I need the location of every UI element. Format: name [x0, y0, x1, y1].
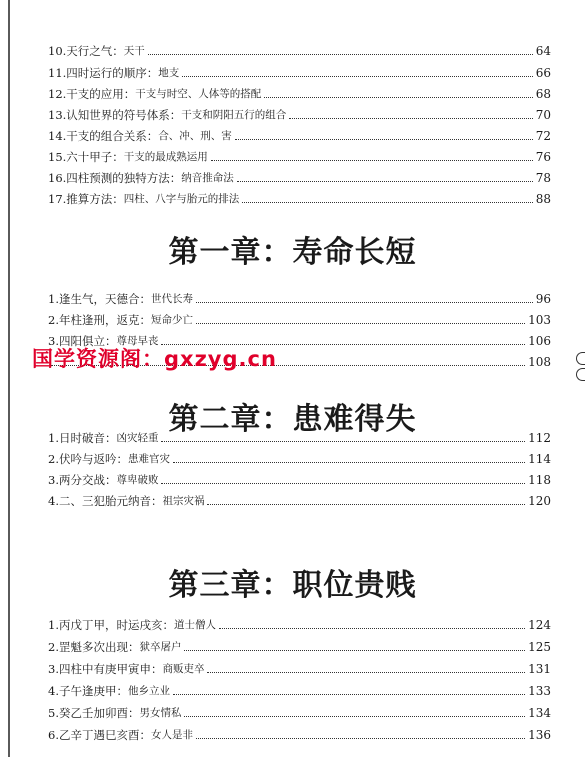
- toc-entry-label: 4.二、三犯胎元纳音：: [48, 494, 163, 508]
- page-binding-edge: [8, 0, 10, 757]
- toc-entry-subtitle: 凶灾轻重: [116, 432, 159, 444]
- toc-entry-page: 120: [528, 494, 551, 508]
- toc-entry[interactable]: [48, 144, 551, 164]
- toc-entry-subtitle: 祖宗灾祸: [162, 495, 205, 507]
- toc-entry-page: 78: [535, 171, 551, 185]
- toc-entry-page: 118: [528, 473, 551, 487]
- toc-entry-subtitle: 干支和阴阳五行的组合: [181, 109, 287, 121]
- toc-entry[interactable]: [48, 446, 551, 466]
- toc-entry-subtitle: 尊母早丧: [116, 335, 159, 347]
- toc-entry[interactable]: [48, 488, 551, 508]
- toc-entry-subtitle: 四柱、八字与胎元的排法: [123, 193, 240, 205]
- leader-dots: [289, 117, 532, 119]
- toc-entry-label: 10.天行之气：: [48, 44, 124, 58]
- chapter-title: 第一章：寿命长短: [168, 235, 417, 270]
- leader-dots: [148, 53, 533, 55]
- toc-entry-page: 88: [535, 192, 551, 206]
- toc-entry-label: 12.干支的应用：: [48, 87, 136, 101]
- leader-dots: [219, 627, 525, 629]
- toc-entry[interactable]: [48, 60, 551, 80]
- leader-dots: [196, 322, 525, 324]
- toc-entry-page: 106: [528, 334, 551, 348]
- leader-dots: [173, 461, 525, 463]
- toc-entry[interactable]: [48, 102, 551, 122]
- toc-entry-page: 114: [528, 452, 551, 466]
- toc-entry-subtitle: 地支: [158, 67, 180, 79]
- toc-entry-label: 16.四柱预测的独特方法：: [48, 171, 182, 185]
- toc-entry[interactable]: [48, 634, 551, 654]
- toc-entry-label: 17.推算方法：: [48, 192, 124, 206]
- toc-entry-label: 1.逢生气，天德合：: [48, 292, 151, 306]
- toc-entry-page: 108: [528, 355, 551, 369]
- toc-entry-page: 64: [535, 44, 551, 58]
- toc-entry-subtitle: 干支与时空、人体等的搭配: [135, 88, 262, 100]
- toc-entry-subtitle: 狱卒屠户: [139, 641, 182, 653]
- toc-entry[interactable]: [48, 123, 551, 143]
- leader-dots: [196, 737, 525, 739]
- toc-entry[interactable]: [48, 678, 551, 698]
- toc-entry[interactable]: [48, 612, 551, 632]
- margin-mark: [576, 368, 585, 381]
- toc-entry-page: 70: [535, 108, 551, 122]
- toc-entry-label: 14.干支的组合关系：: [48, 129, 159, 143]
- toc-entry-subtitle: 女人是非: [150, 729, 193, 741]
- leader-dots: [242, 201, 532, 203]
- toc-entry[interactable]: [48, 165, 551, 185]
- toc-entry-page: 133: [528, 684, 551, 698]
- toc-entry-page: 103: [528, 313, 551, 327]
- leader-dots: [235, 138, 533, 140]
- leader-dots: [196, 301, 533, 303]
- toc-entry-label: 3.四柱中有庚甲寅申：: [48, 662, 163, 676]
- toc-entry[interactable]: [48, 38, 551, 58]
- leader-dots: [161, 482, 525, 484]
- leader-dots: [207, 503, 525, 505]
- toc-entry[interactable]: [48, 307, 551, 327]
- leader-dots: [207, 671, 525, 673]
- toc-entry[interactable]: [48, 186, 551, 206]
- toc-entry-page: 76: [535, 150, 551, 164]
- toc-entry[interactable]: [48, 467, 551, 487]
- margin-mark: [576, 352, 585, 365]
- toc-entry-label: 3.四阳俱立：: [48, 334, 117, 348]
- toc-entry-page: 124: [528, 618, 551, 632]
- toc-entry-page: 136: [528, 728, 551, 742]
- toc-entry[interactable]: [48, 700, 551, 720]
- chapter-title: 第三章：职位贵贱: [168, 568, 417, 603]
- toc-entry-label: 11.四时运行的顺序：: [48, 66, 159, 80]
- leader-dots: [182, 75, 532, 77]
- leader-dots: [184, 715, 525, 717]
- toc-entry[interactable]: [48, 286, 551, 306]
- toc-entry-page: 68: [535, 87, 551, 101]
- toc-entry-page: 125: [528, 640, 551, 654]
- toc-entry-label: 4.子午逢庚甲：: [48, 684, 128, 698]
- toc-entry-label: 2.年柱逢刑，返克：: [48, 313, 151, 327]
- toc-entry[interactable]: [48, 656, 551, 676]
- toc-entry-subtitle: 纳音推命法: [181, 172, 234, 184]
- toc-entry[interactable]: [48, 81, 551, 101]
- toc-entry-subtitle: 合、冲、刑、害: [158, 130, 232, 142]
- toc-entry-subtitle: 患难官灾: [127, 453, 170, 465]
- toc-entry-label: 1.日时破音：: [48, 431, 117, 445]
- toc-entry[interactable]: [48, 425, 551, 445]
- toc-entry-label: 6.乙辛丁遇巳亥酉：: [48, 728, 151, 742]
- toc-entry-subtitle: 天干: [123, 45, 145, 57]
- toc-entry-label: 13.认知世界的符号体系：: [48, 108, 182, 122]
- toc-entry-page: 131: [528, 662, 551, 676]
- leader-dots: [237, 180, 533, 182]
- toc-entry-page: 134: [528, 706, 551, 720]
- toc-entry-page: 112: [528, 431, 551, 445]
- toc-entry-subtitle: 他乡立业: [127, 685, 170, 697]
- toc-entry-subtitle: 商贩吏卒: [162, 663, 205, 675]
- toc-entry-subtitle: 干支的最成熟运用: [123, 151, 208, 163]
- toc-entry-subtitle: 道士僧人: [173, 619, 216, 631]
- toc-entry-label: 15.六十甲子：: [48, 150, 124, 164]
- toc-entry-label: 2.伏吟与返吟：: [48, 452, 128, 466]
- toc-entry-subtitle: 男女情私: [139, 707, 182, 719]
- leader-dots: [173, 693, 525, 695]
- toc-entry-subtitle: 世代长寿: [150, 293, 193, 305]
- toc-entry-label: 2.罡魁多次出现：: [48, 640, 140, 654]
- toc-entry-page: 96: [535, 292, 551, 306]
- toc-entry-page: 72: [535, 129, 551, 143]
- leader-dots: [211, 159, 533, 161]
- leader-dots: [184, 649, 525, 651]
- toc-entry-subtitle: 尊卑破败: [116, 474, 159, 486]
- toc-entry-label: 3.两分交战：: [48, 473, 117, 487]
- toc-entry-label: 5.癸乙壬加卯酉：: [48, 706, 140, 720]
- toc-entry-page: 66: [535, 66, 551, 80]
- leader-dots: [161, 440, 525, 442]
- chapter-title: 第二章：患难得失: [168, 402, 417, 437]
- toc-entry[interactable]: [48, 722, 551, 742]
- toc-entry-label: 1.丙戊丁甲，时运戌亥：: [48, 618, 174, 632]
- watermark-text: 国学资源阁：gxzyg.cn: [32, 347, 277, 371]
- leader-dots: [264, 96, 532, 98]
- toc-entry-subtitle: 短命少亡: [150, 314, 193, 326]
